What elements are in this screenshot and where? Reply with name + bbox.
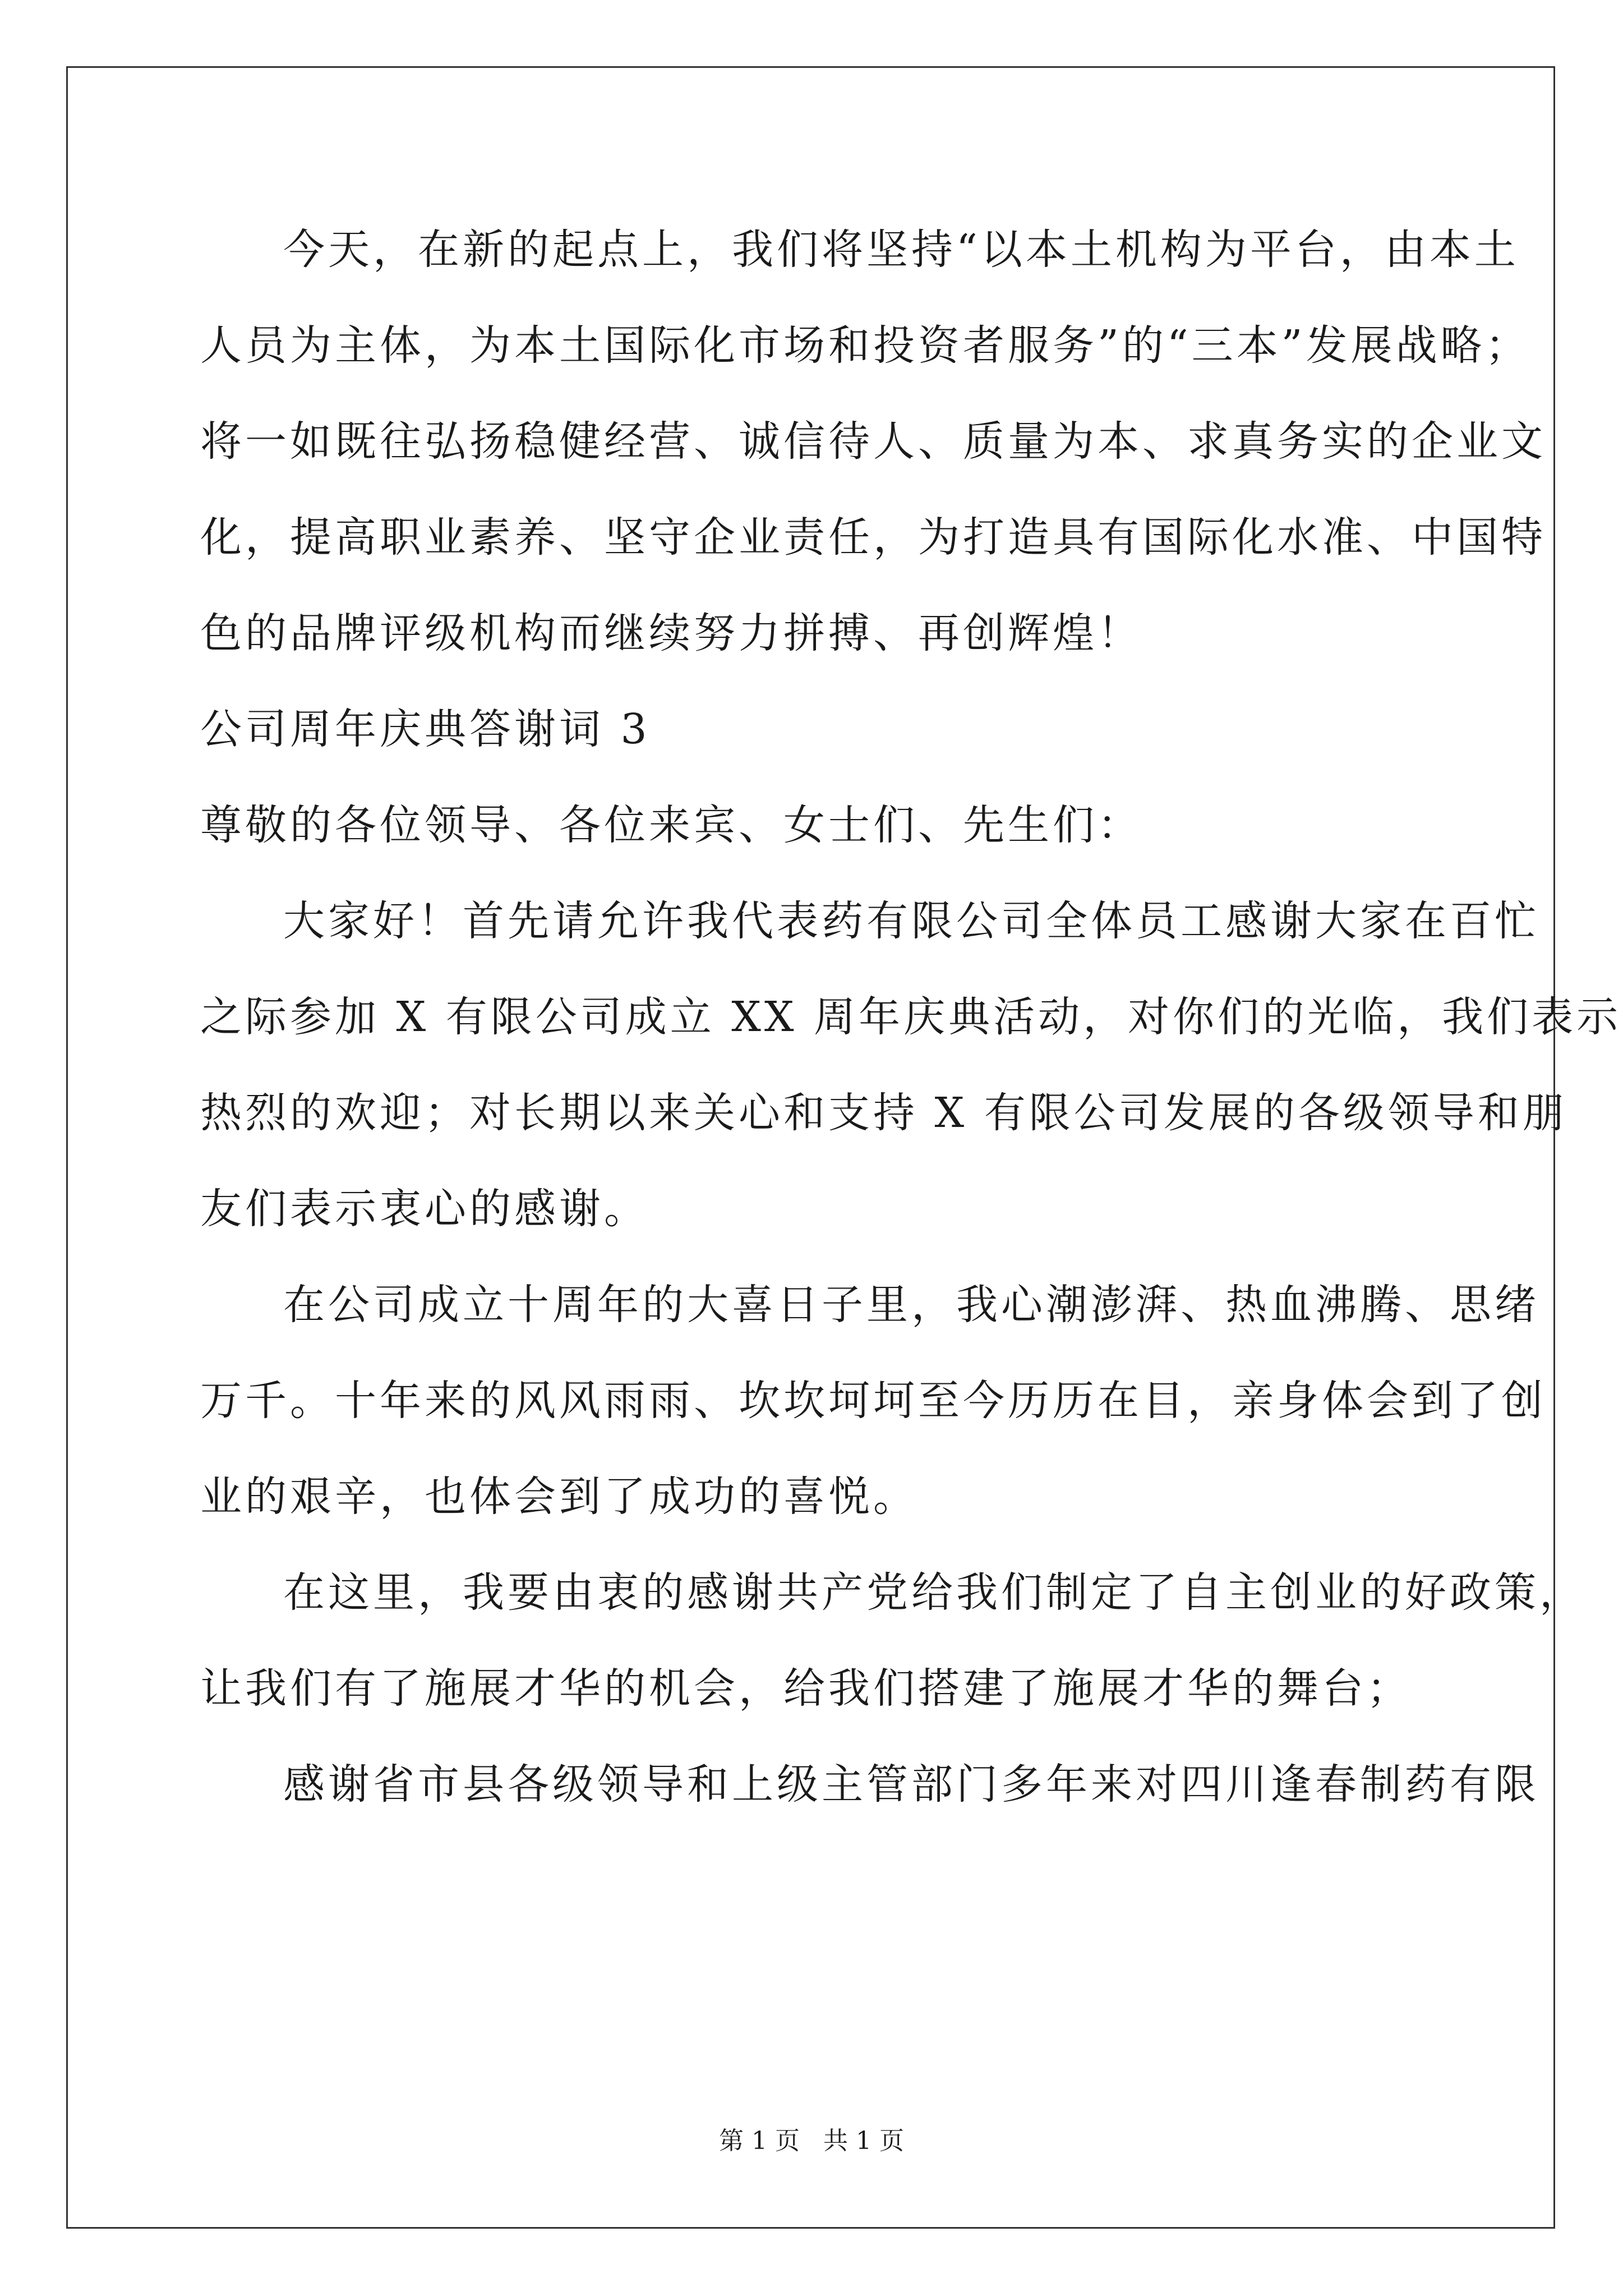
paragraph-line: 在公司成立十周年的大喜日子里，我心潮澎湃、热血沸腾、思绪 — [283, 1281, 1539, 1329]
paragraph-line: 让我们有了施展才华的机会，给我们搭建了施展才华的舞台； — [200, 1664, 1412, 1713]
paragraph-line: 友们表示衷心的感谢。 — [200, 1185, 649, 1233]
section-heading: 公司周年庆典答谢词 3 — [200, 705, 651, 753]
paragraph-line: 业的艰辛，也体会到了成功的喜悦。 — [200, 1473, 918, 1521]
paragraph-line: 化，提高职业素养、坚守企业责任，为打造具有国际化水准、中国特 — [200, 513, 1546, 562]
paragraph-line: 将一如既往弘扬稳健经营、诚信待人、质量为本、求真务实的企业文 — [200, 417, 1546, 466]
page-total: 共 1 页 — [823, 2127, 904, 2155]
page-footer — [0, 2120, 1623, 2156]
paragraph-line: 色的品牌评级机构而继续努力拼搏、再创辉煌！ — [200, 609, 1142, 657]
paragraph-line: 感谢省市县各级领导和上级主管部门多年来对四川逢春制药有限 — [283, 1760, 1539, 1809]
page-number: 第 1 页 — [719, 2127, 800, 2155]
paragraph-line: 万千。十年来的风风雨雨、坎坎坷坷至今历历在目，亲身体会到了创 — [200, 1377, 1546, 1425]
paragraph-line: 热烈的欢迎；对长期以来关心和支持 X 有限公司发展的各级领导和朋 — [200, 1089, 1567, 1137]
paragraph-line: 在这里，我要由衷的感谢共产党给我们制定了自主创业的好政策， — [283, 1568, 1584, 1617]
paragraph-line: 人员为主体，为本土国际化市场和投资者服务”的“三本”发展战略； — [200, 321, 1530, 370]
paragraph-line: 之际参加 X 有限公司成立 XX 周年庆典活动，对你们的光临，我们表示 — [200, 993, 1622, 1041]
paragraph-line: 大家好！首先请允许我代表药有限公司全体员工感谢大家在百忙 — [283, 897, 1539, 945]
paragraph-line: 今天，在新的起点上，我们将坚持“以本土机构为平台，由本土 — [283, 226, 1519, 274]
page-border — [66, 66, 1622, 2229]
salutation-line: 尊敬的各位领导、各位来宾、女士们、先生们： — [200, 801, 1142, 849]
